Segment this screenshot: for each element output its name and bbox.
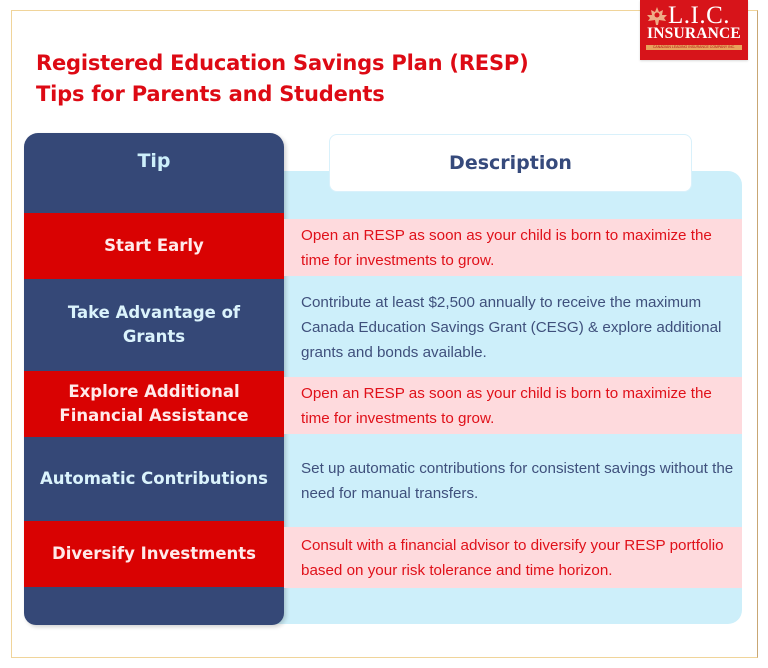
logo-brand: L.I.C. xyxy=(668,2,731,29)
description-cell: Set up automatic contributions for consistent savings without the need for manual transfers. xyxy=(301,460,734,502)
tip-cell: Automatic Contributions xyxy=(39,469,268,488)
tip-header: Tip xyxy=(137,150,171,172)
maple-leaf-crest-icon xyxy=(646,6,668,26)
title-line-2: Tips for Parents and Students xyxy=(36,82,385,106)
tip-cell: Explore Additional Financial Assistance xyxy=(24,371,284,437)
description-cell: Contribute at least $2,500 annually to receive the maximum Canada Education Savings Grant (CESG) & explore additional grants and bonds available. xyxy=(301,293,722,361)
title-line-1: Registered Education Savings Plan (RESP) xyxy=(36,51,529,75)
page-title xyxy=(36,48,528,110)
lic-insurance-logo xyxy=(640,0,748,60)
tip-cell: Diversify Investments xyxy=(24,521,284,587)
description-cell: Consult with a financial advisor to diversify your RESP portfolio based on your risk tolerance and time horizon. xyxy=(284,527,742,588)
description-header: Description xyxy=(329,134,692,192)
tip-cell: Start Early xyxy=(24,213,284,279)
logo-tagline: CANADIAN LEADING INSURANCE COMPANY INC. xyxy=(646,45,742,50)
description-cell: Open an RESP as soon as your child is born to maximize the time for investments to grow. xyxy=(284,377,742,434)
tip-cell: Take Advantage of Grants xyxy=(67,303,241,346)
description-cell: Open an RESP as soon as your child is born to maximize the time for investments to grow. xyxy=(284,219,742,276)
logo-name: INSURANCE xyxy=(647,25,741,42)
